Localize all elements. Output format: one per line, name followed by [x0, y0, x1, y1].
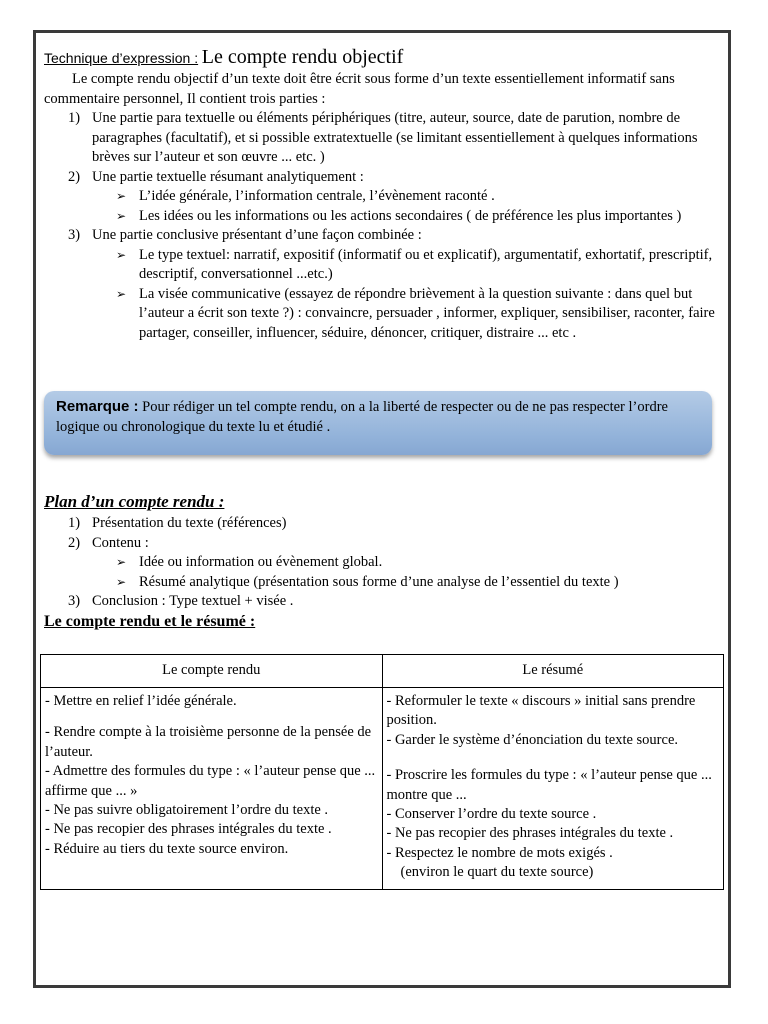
list-item: - Proscrire les formules du type : « l’auteur pense que ... montre que ...: [386, 767, 712, 803]
part-text: Une partie textuelle résumant analytiquement :: [92, 168, 364, 185]
remark-label: Remarque :: [56, 398, 139, 415]
list-item: (environ le quart du texte source): [400, 864, 594, 881]
main-content: [44, 44, 724, 343]
page-title: [44, 44, 724, 70]
bullet-item: [44, 285, 724, 344]
bullet-item: [44, 207, 724, 227]
arrow-bullet-icon: ➢: [116, 247, 127, 262]
remark-box: [44, 391, 712, 455]
arrow-bullet-icon: ➢: [116, 208, 127, 223]
bullet-text: Le type textuel: narratif, expositif (informatif ou et explicatif), argumentatif, exhortatif, prescriptif, descriptif, conversationnel ...etc.): [139, 246, 713, 282]
list-item: - Réduire au tiers du texte source environ.: [45, 840, 289, 857]
plan-item-1: [44, 514, 724, 534]
list-item: - Ne pas recopier des phrases intégrales du texte .: [45, 821, 332, 838]
arrow-bullet-icon: ➢: [116, 574, 127, 589]
comparison-title: Le compte rendu et le résumé :: [44, 612, 256, 630]
compte-rendu-cell: [41, 688, 383, 890]
bullet-text: La visée communicative (essayez de répondre brièvement à la question suivante : dans quel but l’auteur a écrit son texte ?) : convaincre, persuader , informer, expliquer, sensibiliser, raconter, faire partager, conseiller, influencer, séduire, dénoncer, critiquer, distraire ... etc .: [139, 285, 715, 341]
document-title: Le compte rendu objectif: [201, 46, 404, 68]
list-item: - Ne pas recopier des phrases intégrales du texte .: [386, 825, 674, 842]
section-label: Technique d’expression :: [44, 50, 199, 66]
plan-text: Conclusion : Type textuel + visée .: [92, 593, 294, 609]
comparison-table: [40, 654, 724, 890]
plan-number: 2): [68, 534, 81, 551]
plan-number: 1): [68, 515, 81, 531]
plan-item-3: [44, 592, 724, 612]
bullet-text: L’idée générale, l’information centrale, l’évènement raconté .: [139, 188, 495, 204]
bullet-item: [44, 187, 724, 207]
remark-text: Pour rédiger un tel compte rendu, on a la liberté de respecter ou de ne pas respecter l’ordre logique ou chronologique du texte lu et étudié .: [56, 399, 668, 435]
table-row: [41, 688, 724, 890]
list-item: - Admettre des formules du type : « l’auteur pense que ... affirme que ... »: [45, 763, 376, 799]
list-item: - Respectez le nombre de mots exigés .: [386, 844, 613, 861]
arrow-bullet-icon: ➢: [116, 189, 127, 203]
plan-title: Plan d’un compte rendu :: [44, 492, 225, 511]
plan-text: Présentation du texte (références): [92, 515, 287, 531]
column-header: Le compte rendu: [41, 655, 383, 688]
intro-paragraph: Le compte rendu objectif d’un texte doit être écrit sous forme d’un texte essentiellement informatif sans commentaire personnel, Il contient trois parties :: [44, 71, 675, 107]
part-item-1: [44, 109, 724, 168]
part-item-3: [44, 226, 724, 246]
bullet-text: Résumé analytique (présentation sous forme d’une analyse de l’essentiel du texte ): [139, 573, 619, 590]
bullet-item: [44, 573, 724, 593]
plan-text: Contenu :: [92, 534, 149, 551]
bullet-text: Les idées ou les informations ou les actions secondaires ( de préférence les plus importantes ): [139, 207, 682, 224]
part-number: 1): [68, 110, 81, 126]
part-number: 3): [68, 227, 81, 243]
resume-cell: [382, 688, 724, 890]
bullet-item: [44, 246, 724, 285]
arrow-bullet-icon: ➢: [116, 286, 127, 301]
plan-item-2: [44, 534, 724, 554]
bullet-text: Idée ou information ou évènement global.: [139, 554, 383, 570]
list-item: - Garder le système d’énonciation du texte source.: [386, 731, 679, 748]
list-item: - Rendre compte à la troisième personne de la pensée de l’auteur.: [45, 724, 372, 760]
bullet-item: [44, 553, 724, 573]
list-item: - Conserver l’ordre du texte source .: [386, 806, 597, 823]
part-item-2: [44, 168, 724, 188]
list-item: - Mettre en relief l’idée générale.: [45, 693, 237, 709]
table-header-row: [41, 655, 724, 688]
part-text: Une partie para textuelle ou éléments périphériques (titre, auteur, source, date de parution, nombre de paragraphes (facultatif), et si possible extratextuelle (se limitant essentiellement à quelques informations brèves sur l’auteur et son œuvre ... etc. ): [92, 110, 698, 165]
part-number: 2): [68, 168, 81, 185]
part-text: Une partie conclusive présentant d’une façon combinée :: [92, 227, 422, 243]
arrow-bullet-icon: ➢: [116, 555, 127, 569]
plan-section: [44, 492, 724, 631]
column-header: Le résumé: [382, 655, 724, 688]
list-item: - Reformuler le texte « discours » initial sans prendre position.: [386, 693, 696, 729]
plan-number: 3): [68, 593, 81, 609]
list-item: - Ne pas suivre obligatoirement l’ordre du texte .: [45, 802, 329, 819]
